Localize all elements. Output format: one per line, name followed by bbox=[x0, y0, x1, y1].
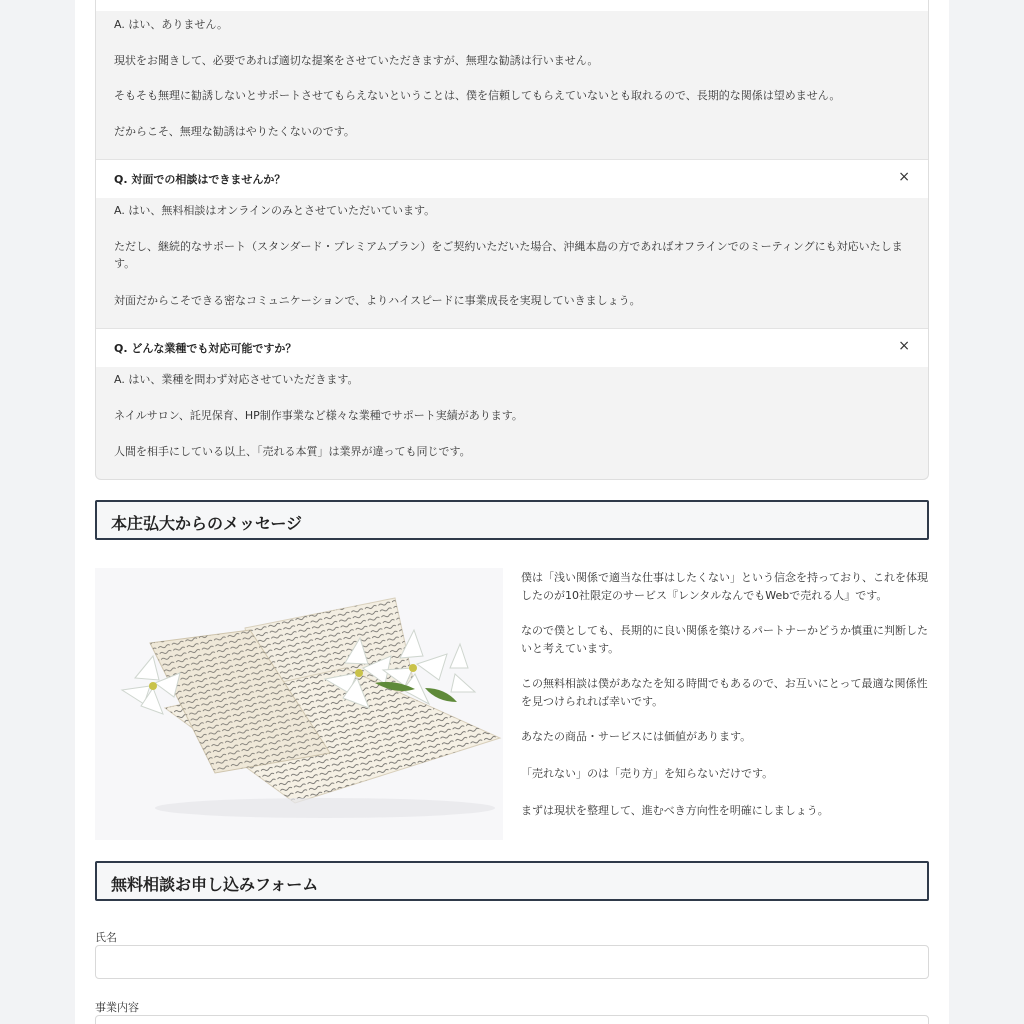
answer-text: だからこそ、無理な勧誘はやりたくないのです。 bbox=[114, 125, 355, 138]
message-paragraph: まずは現状を整理して、進むべき方向性を明確にしましょう。 bbox=[521, 804, 829, 817]
section-title: 本庄弘大からのメッセージ bbox=[111, 514, 303, 533]
close-icon[interactable]: × bbox=[898, 338, 910, 354]
name-field[interactable] bbox=[95, 945, 929, 979]
question-text: Q. どんな業種でも対応可能ですか？ bbox=[114, 342, 297, 355]
faq-accordion bbox=[95, 0, 929, 480]
name-label: 氏名 bbox=[95, 931, 117, 944]
message-paragraph: 僕は「浅い関係で適当な仕事はしたくない」という信念を持っており、これを体現したのが10社限定のサービス『レンタルなんでもWebで売れる人』です。 bbox=[521, 571, 928, 602]
business-field[interactable] bbox=[95, 1015, 929, 1024]
answer-text: 人間を相手にしている以上、「売れる本質」は業界が違っても同じです。 bbox=[114, 445, 471, 458]
close-icon[interactable]: × bbox=[898, 169, 910, 185]
message-paragraph: この無料相談は僕があなたを知る時間でもあるので、お互いにとって最適な関係性を見つけられれば幸いです。 bbox=[521, 677, 928, 708]
message-paragraph: 「売れない」のは「売り方」を知らないだけです。 bbox=[521, 767, 774, 780]
message-paragraph: なので僕としても、長期的に良い関係を築けるパートナーかどうか慎重に判断したいと考えています。 bbox=[521, 624, 928, 655]
faq-question-industries[interactable] bbox=[96, 328, 928, 367]
faq-item-header-previous[interactable] bbox=[96, 0, 928, 11]
answer-text: 対面だからこそできる密なコミュニケーションで、よりハイスピードに事業成長を実現していきましょう。 bbox=[114, 294, 641, 307]
question-text: Q. 対面での相談はできませんか？ bbox=[114, 173, 286, 186]
answer-text: ネイルサロン、託児保育、HP制作事業など様々な業種でサポート実績があります。 bbox=[114, 409, 523, 422]
answer-text: A. はい、無料相談はオンラインのみとさせていただいています。 bbox=[114, 204, 436, 217]
answer-text: 現状をお聞きして、必要であれば適切な提案をさせていただきますが、無理な勧誘は行いません。 bbox=[114, 54, 599, 67]
faq-question-face-to-face[interactable] bbox=[96, 159, 928, 198]
form-section-heading bbox=[95, 861, 929, 901]
message-section-heading bbox=[95, 500, 929, 540]
page-content bbox=[75, 0, 949, 1024]
business-label: 事業内容 bbox=[95, 1001, 139, 1014]
letter-flowers-image bbox=[95, 568, 503, 840]
answer-text: そもそも無理に勧誘しないとサポートさせてもらえないということは、僕を信頼してもらえていないとも取れるので、長期的な関係は望めません。 bbox=[114, 89, 841, 102]
section-title: 無料相談お申し込みフォーム bbox=[111, 875, 319, 894]
answer-text: ただし、継続的なサポート（スタンダード・プレミアムプラン）をご契約いただいた場合、沖縄本島の方であればオフラインでのミーティングにも対応いたします。 bbox=[114, 240, 903, 270]
answer-text: A. はい、ありません。 bbox=[114, 18, 228, 31]
answer-text: A. はい、業種を問わず対応させていただきます。 bbox=[114, 373, 359, 386]
message-paragraph: あなたの商品・サービスには価値があります。 bbox=[521, 730, 752, 743]
